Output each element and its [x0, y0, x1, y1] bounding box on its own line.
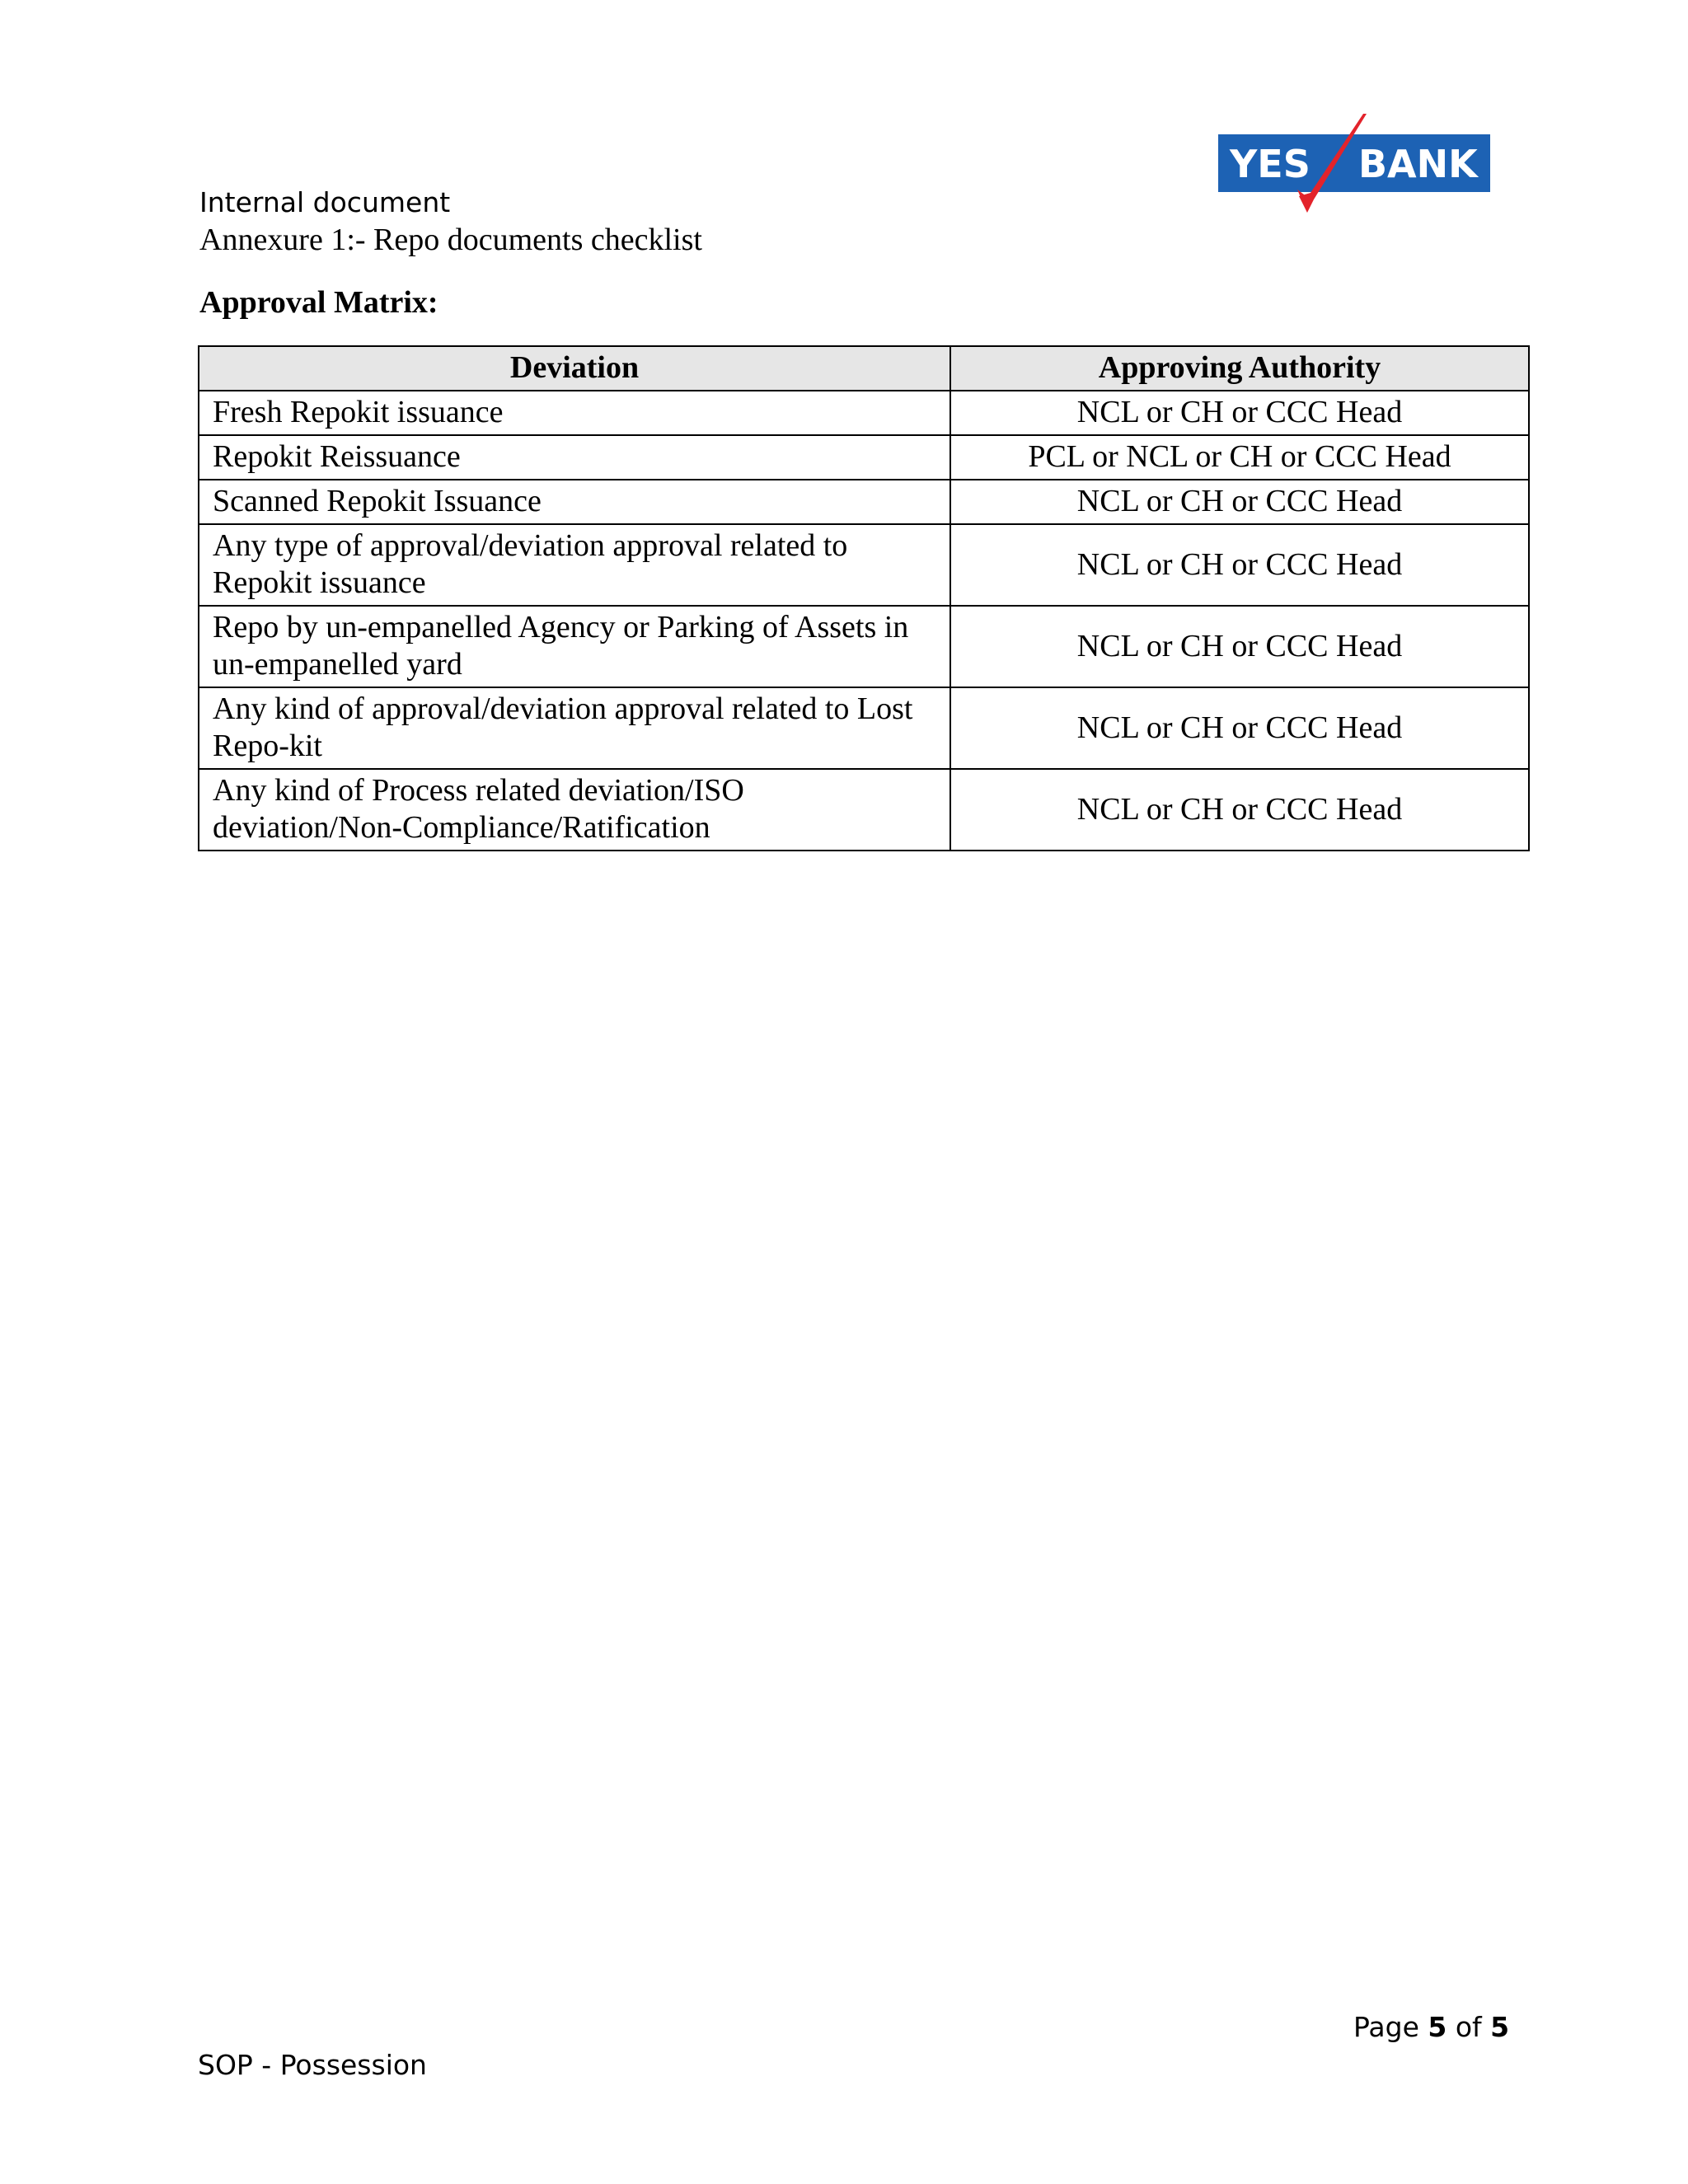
- annexure-title: Annexure 1:- Repo documents checklist: [199, 223, 702, 257]
- authority-cell: NCL or CH or CCC Head: [950, 687, 1529, 769]
- deviation-cell: Any kind of Process related deviation/ISO deviation/Non-Compliance/Ratification: [199, 769, 950, 851]
- deviation-cell: Scanned Repokit Issuance: [199, 480, 950, 524]
- yes-bank-logo: [1218, 114, 1490, 213]
- page-total: 5: [1490, 2011, 1510, 2043]
- logo-text-bank: BANK: [1358, 142, 1478, 186]
- page-number: [1353, 2009, 1509, 2046]
- authority-cell: NCL or CH or CCC Head: [950, 606, 1529, 687]
- authority-cell: NCL or CH or CCC Head: [950, 524, 1529, 606]
- table-row: [199, 391, 1529, 435]
- deviation-cell: Repokit Reissuance: [199, 435, 950, 480]
- deviation-cell: Fresh Repokit issuance: [199, 391, 950, 435]
- authority-cell: NCL or CH or CCC Head: [950, 391, 1529, 435]
- column-header-deviation: Deviation: [199, 346, 950, 391]
- deviation-cell: Any kind of approval/deviation approval related to Lost Repo-kit: [199, 687, 950, 769]
- authority-cell: PCL or NCL or CH or CCC Head: [950, 435, 1529, 480]
- page-of: of: [1455, 2011, 1482, 2043]
- approval-matrix-table: [198, 345, 1530, 851]
- approval-matrix-heading: Approval Matrix:: [199, 285, 438, 320]
- table-row: [199, 769, 1529, 851]
- column-header-approving-authority: Approving Authority: [950, 346, 1529, 391]
- authority-cell: NCL or CH or CCC Head: [950, 769, 1529, 851]
- table-row: [199, 435, 1529, 480]
- footer-document-name: SOP - Possession: [198, 2049, 427, 2081]
- logo-text-yes: YES: [1230, 142, 1311, 186]
- internal-document-label: Internal document: [199, 186, 451, 218]
- page-current: 5: [1428, 2011, 1447, 2043]
- table-row: [199, 606, 1529, 687]
- page-prefix: Page: [1353, 2011, 1419, 2043]
- deviation-cell: Repo by un-empanelled Agency or Parking of Assets in un-empanelled yard: [199, 606, 950, 687]
- deviation-cell: Any type of approval/deviation approval related to Repokit issuance: [199, 524, 950, 606]
- table-row: [199, 480, 1529, 524]
- table-row: [199, 687, 1529, 769]
- table-row: [199, 524, 1529, 606]
- table-header-row: [199, 346, 1529, 391]
- authority-cell: NCL or CH or CCC Head: [950, 480, 1529, 524]
